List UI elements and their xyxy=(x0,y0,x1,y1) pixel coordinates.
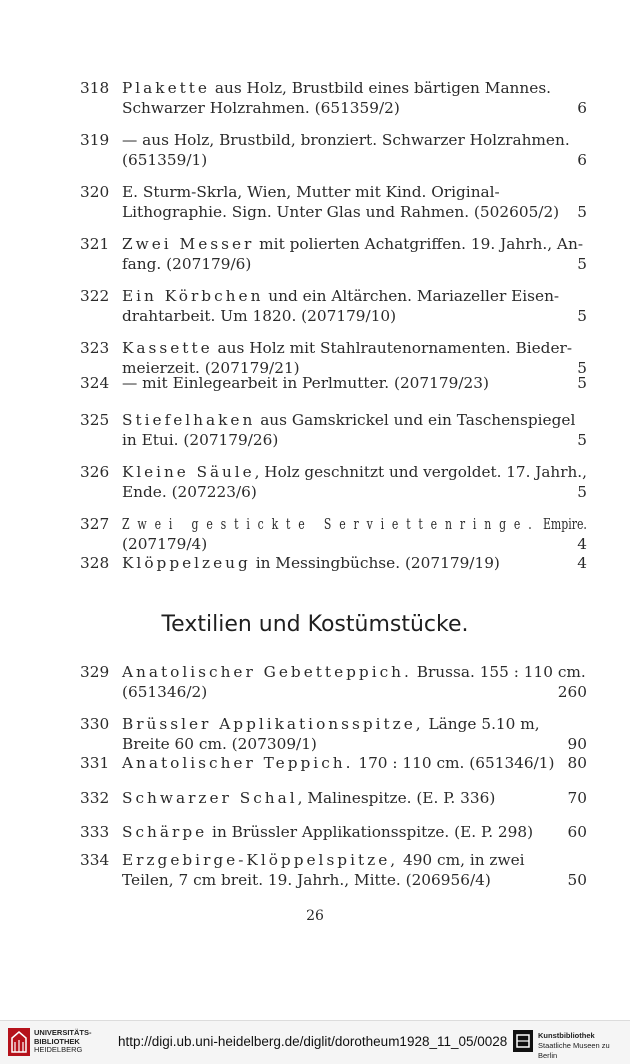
catalog-entry xyxy=(80,822,587,842)
entry-price: 5 xyxy=(577,307,587,325)
entry-line-text xyxy=(122,78,551,98)
entry-line xyxy=(122,410,587,430)
entry-number: 325 xyxy=(80,411,110,429)
entry-price: 5 xyxy=(577,255,587,273)
uni-name-line: UNIVERSITÄTS- xyxy=(34,1028,92,1037)
entry-line-text xyxy=(122,286,559,306)
entry-price: 5 xyxy=(577,483,587,501)
entry-price: 60 xyxy=(567,823,587,841)
entry-line-text xyxy=(122,553,500,573)
spaced-title: Zwei gestickte Serviettenringe. xyxy=(122,515,540,533)
entry-line-text xyxy=(122,753,555,773)
entry-line-text xyxy=(122,234,583,254)
entry-line xyxy=(122,373,587,393)
spaced-title: Kassette xyxy=(122,339,213,357)
kb-name-line: Kunstbibliothek xyxy=(538,1031,595,1040)
entry-line xyxy=(122,682,587,702)
uni-name-line: HEIDELBERG xyxy=(34,1045,83,1054)
entry-line xyxy=(122,338,587,358)
kb-sub-line: Staatliche Museen zu Berlin xyxy=(538,1041,610,1060)
entry-line-text xyxy=(122,130,570,150)
catalog-entry xyxy=(80,514,587,554)
description-text: — mit Einlegearbeit in Perlmutter. (207179/23) xyxy=(122,374,489,392)
entry-line-text xyxy=(122,822,533,842)
description-text: (207179/4) xyxy=(122,535,208,553)
entry-line xyxy=(122,182,587,202)
entry-description xyxy=(122,130,587,170)
entry-line xyxy=(122,482,587,502)
entry-number: 320 xyxy=(80,183,110,201)
entry-line-text xyxy=(122,788,495,808)
entry-number: 318 xyxy=(80,79,110,97)
entry-line xyxy=(122,788,587,808)
entry-price: 4 xyxy=(577,535,587,553)
description-text: mit polierten Achatgriffen. 19. Jahrh., An- xyxy=(254,235,583,253)
catalog-entry xyxy=(80,130,587,170)
entry-line-text xyxy=(122,98,400,118)
entry-line-text xyxy=(122,254,251,274)
uni-name-line: BIBLIOTHEK xyxy=(34,1036,80,1046)
kunstbibliothek-logo-icon xyxy=(513,1030,533,1052)
entry-price: 50 xyxy=(567,871,587,889)
entry-price: 5 xyxy=(577,374,587,392)
entry-description xyxy=(122,373,587,393)
entry-description xyxy=(122,410,587,450)
description-text: Lithographie. Sign. Unter Glas und Rahmen. (502605/2) xyxy=(122,203,560,221)
footer-bar xyxy=(0,1020,630,1064)
description-text: 490 cm, in zwei xyxy=(398,851,525,869)
entry-price: 6 xyxy=(577,151,587,169)
entry-price: 5 xyxy=(577,431,587,449)
spaced-title: Ein Körbchen xyxy=(122,287,264,305)
entry-number: 331 xyxy=(80,754,110,772)
description-text: aus Gamskrickel und ein Taschenspiegel xyxy=(255,411,576,429)
entry-line-text xyxy=(122,870,491,890)
description-text: meierzeit. (207179/21) xyxy=(122,359,300,377)
entry-line-text xyxy=(122,462,587,482)
catalog-entry xyxy=(80,78,587,118)
entry-price: 5 xyxy=(577,359,587,377)
description-text: Länge 5.10 m, xyxy=(423,715,540,733)
entry-description xyxy=(122,234,587,274)
spaced-title: Kleine Säule xyxy=(122,463,255,481)
catalog-entry xyxy=(80,234,587,274)
entry-line-text xyxy=(122,182,500,202)
entry-number: 333 xyxy=(80,823,110,841)
section-title: Textilien und Kostümstücke. xyxy=(161,612,469,637)
description-text: Teilen, 7 cm breit. 19. Jahrh., Mitte. (206956/4) xyxy=(122,871,491,889)
entry-price: 6 xyxy=(577,99,587,117)
spaced-title: Anatolischer Teppich. xyxy=(122,754,354,772)
spaced-title: Plakette xyxy=(122,79,210,97)
entry-line-text xyxy=(122,534,207,554)
entry-number: 326 xyxy=(80,463,110,481)
description-text: aus Holz mit Stahlrautenornamenten. Bieder- xyxy=(212,339,572,357)
entry-description xyxy=(122,788,587,808)
spaced-title: Stiefelhaken xyxy=(122,411,256,429)
entry-description xyxy=(122,850,587,890)
entry-line xyxy=(122,234,587,254)
catalog-entry xyxy=(80,553,587,573)
entry-description xyxy=(122,514,587,554)
catalog-entry xyxy=(80,714,587,754)
entry-line-text xyxy=(122,734,317,754)
description-text: und ein Altärchen. Mariazeller Eisen- xyxy=(263,287,560,305)
catalog-entry xyxy=(80,462,587,502)
catalog-entry xyxy=(80,788,587,808)
description-text: in Messingbüchse. (207179/19) xyxy=(250,554,500,572)
description-text: Schwarzer Holzrahmen. (651359/2) xyxy=(122,99,400,117)
entry-line xyxy=(122,662,587,682)
entry-line xyxy=(122,734,587,754)
entry-line xyxy=(122,514,587,534)
entry-number: 334 xyxy=(80,851,110,869)
entry-number: 330 xyxy=(80,715,110,733)
description-text: — aus Holz, Brustbild, bronziert. Schwarzer Holzrahmen. xyxy=(122,131,570,149)
entry-line xyxy=(122,430,587,450)
entry-line-text xyxy=(122,373,489,393)
description-text: Breite 60 cm. (207309/1) xyxy=(122,735,317,753)
entry-price: 90 xyxy=(567,735,587,753)
entry-line-text xyxy=(122,338,572,358)
entry-line xyxy=(122,714,587,734)
catalog-entry xyxy=(80,662,587,702)
entry-line xyxy=(122,202,587,222)
entry-line xyxy=(122,822,587,842)
entry-description xyxy=(122,338,587,378)
entry-line xyxy=(122,534,587,554)
entry-number: 323 xyxy=(80,339,110,357)
entry-number: 324 xyxy=(80,374,110,392)
entry-line-text xyxy=(122,306,396,326)
entry-description xyxy=(122,553,587,573)
entry-line-text xyxy=(122,850,525,870)
spaced-title: Erzgebirge-Klöppelspitze, xyxy=(122,851,399,869)
entry-description xyxy=(122,714,587,754)
entry-price: 260 xyxy=(557,683,587,701)
entry-description xyxy=(122,182,587,222)
entry-line xyxy=(122,850,587,870)
description-text: drahtarbeit. Um 1820. (207179/10) xyxy=(122,307,397,325)
catalog-entry xyxy=(80,338,587,378)
spaced-title: Zwei Messer xyxy=(122,235,255,253)
description-text: (651359/1) xyxy=(122,151,208,169)
description-text: E. Sturm-Skrla, Wien, Mutter mit Kind. Original- xyxy=(122,183,500,201)
entry-number: 327 xyxy=(80,515,110,533)
entry-line-text xyxy=(122,662,586,682)
entry-number: 328 xyxy=(80,554,110,572)
entry-line xyxy=(122,254,587,274)
entry-line-text xyxy=(122,714,540,734)
catalog-entry xyxy=(80,286,587,326)
description-text: Empire. xyxy=(539,515,587,533)
entry-line-text xyxy=(122,514,587,534)
entry-description xyxy=(122,286,587,326)
entry-price: 70 xyxy=(567,789,587,807)
description-text: fang. (207179/6) xyxy=(122,255,252,273)
entry-line xyxy=(122,753,587,773)
description-text: , Malinespitze. (E. P. 336) xyxy=(297,789,496,807)
document-url-link[interactable]: http://digi.ub.uni-heidelberg.de/diglit/dorotheum1928_11_05/0028 xyxy=(118,1034,508,1049)
entry-line xyxy=(122,462,587,482)
description-text: in Brüssler Applikationsspitze. (E. P. 298) xyxy=(207,823,534,841)
entry-line-text xyxy=(122,202,559,222)
entry-price: 5 xyxy=(577,203,587,221)
page-number: 26 xyxy=(306,908,324,924)
catalog-entry xyxy=(80,373,587,393)
entry-number: 322 xyxy=(80,287,110,305)
entry-line xyxy=(122,150,587,170)
entry-line xyxy=(122,130,587,150)
entry-number: 321 xyxy=(80,235,110,253)
spaced-title: Schwarzer Schal xyxy=(122,789,298,807)
entry-price: 80 xyxy=(567,754,587,772)
description-text: Brussa. 155 : 110 cm. xyxy=(411,663,586,681)
entry-line-text xyxy=(122,410,575,430)
catalog-entry xyxy=(80,410,587,450)
entry-description xyxy=(122,753,587,773)
entry-line xyxy=(122,870,587,890)
university-library-name xyxy=(34,1029,92,1055)
spaced-title: Klöppelzeug xyxy=(122,554,251,572)
description-text: Ende. (207223/6) xyxy=(122,483,257,501)
catalog-entry xyxy=(80,753,587,773)
entry-line xyxy=(122,78,587,98)
entry-description xyxy=(122,462,587,502)
entry-line xyxy=(122,286,587,306)
entry-line-text xyxy=(122,482,257,502)
entry-number: 332 xyxy=(80,789,110,807)
entry-line xyxy=(122,306,587,326)
description-text: aus Holz, Brustbild eines bärtigen Mannes. xyxy=(209,79,552,97)
description-text: 170 : 110 cm. (651346/1) xyxy=(353,754,555,772)
spaced-title: Schärpe xyxy=(122,823,208,841)
entry-price: 4 xyxy=(577,554,587,572)
entry-number: 329 xyxy=(80,663,110,681)
entry-line-text xyxy=(122,682,207,702)
kunstbibliothek-name xyxy=(538,1031,630,1061)
catalog-entry xyxy=(80,850,587,890)
catalog-entry xyxy=(80,182,587,222)
description-text: in Etui. (207179/26) xyxy=(122,431,279,449)
university-library-logo-icon xyxy=(8,1028,30,1056)
entry-number: 319 xyxy=(80,131,110,149)
spaced-title: Brüssler Applikationsspitze, xyxy=(122,715,424,733)
entry-line xyxy=(122,553,587,573)
entry-description xyxy=(122,822,587,842)
entry-line-text xyxy=(122,150,207,170)
entry-line-text xyxy=(122,430,278,450)
spaced-title: Anatolischer Gebetteppich. xyxy=(122,663,412,681)
description-text: (651346/2) xyxy=(122,683,208,701)
entry-line xyxy=(122,98,587,118)
description-text: , Holz geschnitzt und vergoldet. 17. Jahrh., xyxy=(254,463,587,481)
entry-description xyxy=(122,78,587,118)
entry-description xyxy=(122,662,587,702)
